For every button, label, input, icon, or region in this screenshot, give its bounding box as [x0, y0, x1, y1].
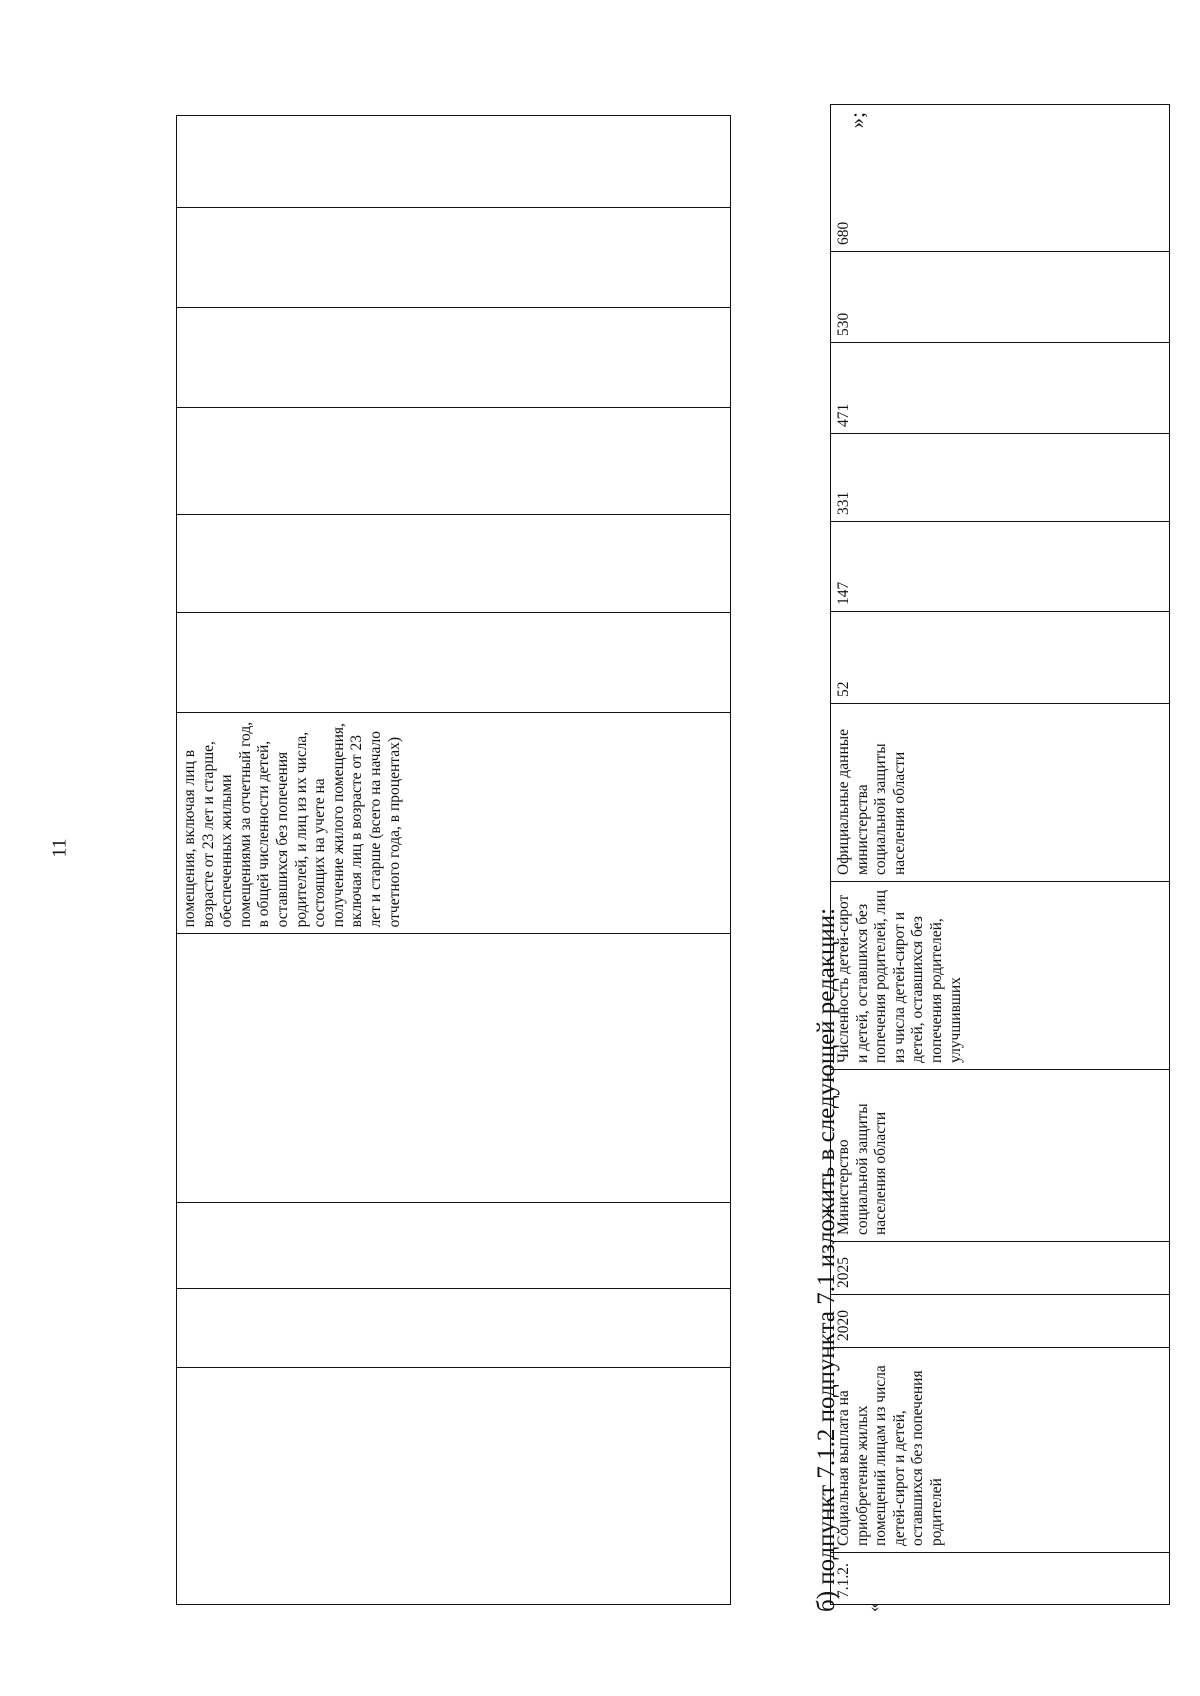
cell-source	[177, 613, 731, 713]
continued-table-block	[176, 115, 731, 1605]
cell-year-start	[177, 1289, 731, 1367]
cell-value: 147	[831, 522, 1170, 612]
table-row	[177, 116, 731, 1605]
page-number: 11	[48, 838, 71, 858]
cell-indicator: помещения, включая лиц в возрасте от 23 лет и старше, обеспеченных жилыми помещениями за отчетный год, в общей численности детей, оставшихся без попечения родителей, и лиц из их числа, состоящих на учете на получение жилого помещения, включая лиц в возрасте от 23 лет и старше (всего на начало отчетного года, в процентах)	[177, 712, 731, 934]
cell-source: Официальные данные министерства социальной защиты населения области	[831, 704, 1170, 882]
cell-year-end: 2025	[831, 1242, 1170, 1295]
cell-year-end	[177, 1203, 731, 1289]
cell-value: 680	[831, 105, 1170, 252]
cell-name: Социальная выплата на приобретение жилых помещений лицам из числа детей-сирот и детей, оставшихся без попечения родителей	[831, 1348, 1170, 1553]
cell-number: 7.1.2.	[831, 1553, 1170, 1605]
close-quote: »;	[845, 112, 869, 129]
cell-value: 530	[831, 252, 1170, 343]
cell-value: 331	[831, 434, 1170, 522]
cell-executor: Министерство социальной защиты населения области	[831, 1070, 1170, 1242]
cell-value: 471	[831, 343, 1170, 434]
cell-value	[177, 307, 731, 408]
open-quote: «	[863, 1603, 883, 1612]
continued-table	[176, 115, 731, 1605]
cell-value: 52	[831, 612, 1170, 704]
cell-executor	[177, 934, 731, 1203]
amended-table-block	[830, 105, 1170, 1605]
cell-value	[177, 408, 731, 514]
cell-value	[177, 116, 731, 208]
cell-value	[177, 514, 731, 613]
amended-table	[830, 104, 1170, 1605]
cell-indicator: Численность детей-сирот и детей, оставшихся без попечения родителей, лиц из числа детей-сирот и детей, оставшихся без попечения родителей, улучшивших	[831, 882, 1170, 1070]
amendment-heading: б) подпункт 7.1.2 подпункта 7.1 изложить в следующей редакции:	[813, 907, 840, 1612]
cell-name	[177, 1367, 731, 1604]
cell-value	[177, 207, 731, 307]
cell-year-start: 2020	[831, 1295, 1170, 1348]
table-row	[831, 105, 1170, 1605]
